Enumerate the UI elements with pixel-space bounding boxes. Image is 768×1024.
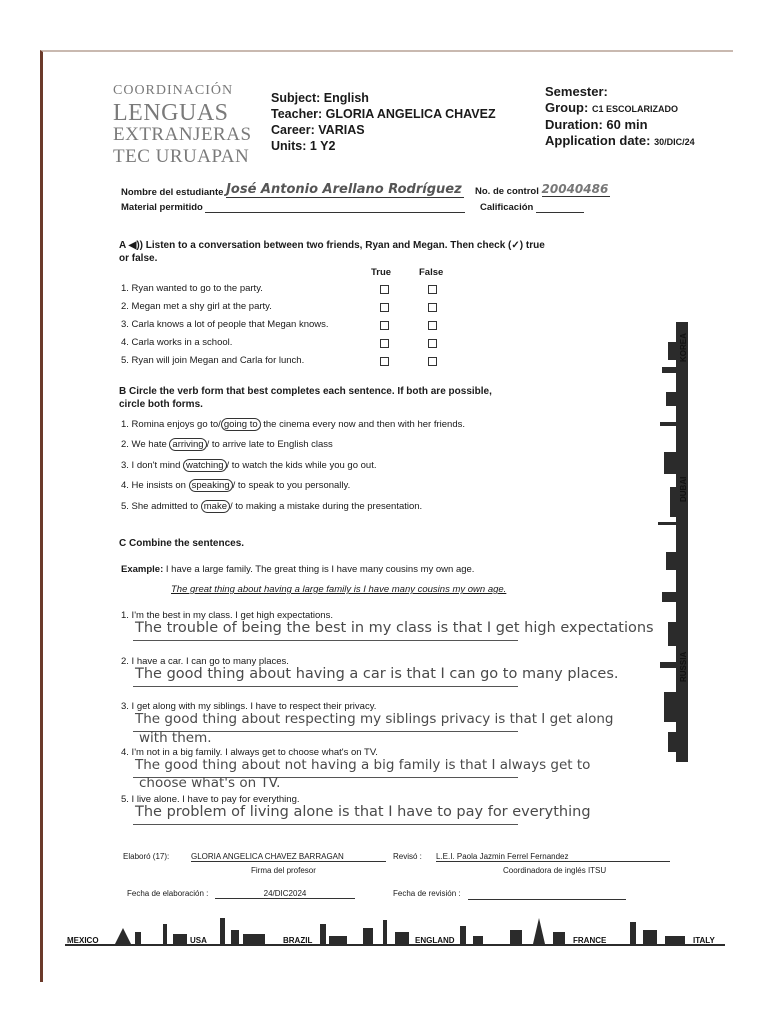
control-number-label: No. de control: [475, 186, 539, 197]
false-checkbox-5[interactable]: [428, 357, 437, 366]
units-label: Units:: [271, 139, 307, 153]
logo-line-4: TEC URUAPAN: [113, 146, 250, 167]
verb-item-1-post: the cinema every now and then with her friends.: [260, 419, 465, 430]
false-checkbox-2[interactable]: [428, 303, 437, 312]
skyline-ground: [65, 944, 725, 946]
date-value: 30/DIC/24: [654, 137, 695, 147]
verb-item-4-pre: 4. He insists on: [121, 480, 189, 491]
true-checkbox-5[interactable]: [380, 357, 389, 366]
verb-item-2-pre: 2. We hate: [121, 439, 170, 450]
group-label: Group:: [545, 100, 589, 115]
country-label-italy: ITALY: [693, 936, 715, 945]
date-made-value: 24/DIC2024: [215, 889, 355, 899]
country-label-russia: RUSSIA: [679, 651, 688, 682]
horizontal-skyline-graphic: [65, 910, 725, 950]
verb-item-5: [121, 501, 422, 513]
verb-item-4: [121, 480, 350, 492]
combine-item-1-prompt: 1. I'm the best in my class. I get high expectations.: [121, 610, 333, 621]
verb-item-2: [121, 439, 333, 451]
student-name-row: [121, 182, 464, 198]
made-by-role: Firma del profesor: [251, 866, 316, 875]
true-checkbox-4[interactable]: [380, 339, 389, 348]
true-header: True: [371, 267, 392, 278]
material-line[interactable]: [205, 202, 465, 213]
combine-item-5-line: [133, 824, 518, 825]
verb-item-3-pre: 3. I don't mind: [121, 460, 184, 471]
combine-item-2-line: [133, 686, 518, 687]
combine-item-4-answer-cont[interactable]: choose what's on TV.: [139, 775, 281, 791]
combine-item-5-answer[interactable]: The problem of living alone is that I have to pay for everything: [135, 804, 591, 820]
combine-item-2-answer[interactable]: The good thing about having a car is that I can go to many places.: [135, 666, 619, 682]
tf-item-2: 2. Megan met a shy girl at the party.: [121, 301, 272, 312]
grade-row: [480, 202, 584, 213]
date-review-line: [468, 899, 626, 900]
logo-line-1: COORDINACIÓN: [113, 83, 234, 98]
country-label-england: ENGLAND: [415, 936, 455, 945]
true-checkbox-3[interactable]: [380, 321, 389, 330]
subject-label: Subject:: [271, 91, 321, 105]
verb-item-2-circled[interactable]: arriving: [169, 438, 206, 451]
verb-item-3: [121, 460, 377, 472]
career-label: Career:: [271, 123, 315, 137]
verb-item-3-post: / to watch the kids while you go out.: [226, 460, 377, 471]
combine-item-1-line: [133, 640, 518, 641]
combine-item-4-prompt: 4. I'm not in a big family. I always get to choose what's on TV.: [121, 747, 378, 758]
verb-item-4-circled[interactable]: speaking: [189, 479, 233, 492]
example-row: [121, 564, 474, 576]
section-c-title: C Combine the sentences.: [119, 538, 245, 549]
vertical-skyline-graphic: [658, 322, 690, 762]
date-made-label: Fecha de elaboración :: [127, 889, 209, 898]
country-label-dubai: DUBAI: [679, 476, 688, 502]
verb-item-2-post: / to arrive late to English class: [206, 439, 333, 450]
true-checkbox-2[interactable]: [380, 303, 389, 312]
material-label: Material permitido: [121, 202, 203, 213]
institution-logo: [113, 80, 252, 168]
example-answer: The great thing about having a large family is I have many cousins my own age.: [171, 584, 507, 595]
country-label-korea: KOREA: [679, 333, 688, 362]
false-checkbox-4[interactable]: [428, 339, 437, 348]
student-name-label: Nombre del estudiante: [121, 187, 224, 198]
units-value: 1 Y2: [309, 139, 336, 153]
vertical-skyline-buildings: [658, 322, 688, 762]
made-by-name: GLORIA ANGELICA CHAVEZ BARRAGAN: [191, 852, 386, 862]
tf-item-5: 5. Ryan will join Megan and Carla for lunch.: [121, 355, 305, 366]
combine-item-1-answer[interactable]: The trouble of being the best in my class is that I get high expectations: [135, 620, 654, 636]
teacher-value: GLORIA ANGELICA CHAVEZ: [325, 107, 496, 121]
example-label: Example:: [121, 564, 164, 575]
grade-label: Calificación: [480, 202, 534, 213]
country-label-france: FRANCE: [573, 936, 607, 945]
country-label-mexico: MEXICO: [67, 936, 99, 945]
logo-line-3: EXTRANJERAS: [113, 124, 252, 145]
reviewed-by-name: L.E.I. Paola Jazmin Ferrel Fernandez: [436, 852, 670, 862]
section-b-title: B Circle the verb form that best completes each sentence. If both are possible, circle both forms.: [119, 386, 492, 410]
combine-item-2-prompt: 2. I have a car. I can go to many places.: [121, 656, 289, 667]
tf-item-3: 3. Carla knows a lot of people that Megan knows.: [121, 319, 329, 330]
control-number-row: [475, 182, 610, 197]
verb-item-5-circled[interactable]: make: [201, 500, 230, 513]
logo-line-2: LENGUAS: [113, 100, 229, 126]
example-text: I have a large family. The great thing is I have many cousins my own age.: [165, 564, 475, 575]
exam-sheet: [40, 50, 733, 982]
false-checkbox-3[interactable]: [428, 321, 437, 330]
false-header: False: [419, 267, 444, 278]
false-checkbox-1[interactable]: [428, 285, 437, 294]
reviewed-by-label: Revisó :: [393, 852, 422, 861]
date-review-label: Fecha de revisión :: [393, 889, 461, 898]
verb-item-1-circled[interactable]: going to: [221, 418, 261, 431]
career-value: VARIAS: [318, 123, 365, 137]
semester-label: Semester:: [545, 84, 608, 99]
student-name-value[interactable]: José Antonio Arellano Rodríguez: [226, 182, 464, 198]
true-checkbox-1[interactable]: [380, 285, 389, 294]
teacher-label: Teacher:: [271, 107, 323, 121]
verb-item-3-circled[interactable]: watching: [183, 459, 227, 472]
subject-value: English: [323, 91, 369, 105]
group-value: C1 ESCOLARIZADO: [591, 104, 678, 114]
reviewed-by-role: Coordinadora de inglés ITSU: [503, 866, 607, 875]
exam-header: [271, 90, 496, 154]
combine-item-3-answer[interactable]: The good thing about respecting my siblings privacy is that I get along: [135, 711, 614, 727]
section-a-title: A ◀)) Listen to a conversation between two friends, Ryan and Megan. Then check (✓) true or false.: [119, 240, 545, 264]
combine-item-3-answer-cont[interactable]: with them.: [139, 730, 212, 746]
tf-item-4: 4. Carla works in a school.: [121, 337, 233, 348]
date-label: Application date:: [545, 133, 651, 148]
verb-item-5-post: / to making a mistake during the presentation.: [229, 501, 423, 512]
grade-line[interactable]: [536, 202, 584, 213]
control-number-value[interactable]: 20040486: [541, 182, 609, 196]
country-label-brazil: BRAZIL: [283, 936, 313, 945]
verb-item-1-pre: 1. Romina enjoys go to/: [121, 419, 221, 430]
combine-item-5-prompt: 5. I live alone. I have to pay for everything.: [121, 794, 300, 805]
verb-item-5-pre: 5. She admitted to: [121, 501, 201, 512]
verb-item-1: [121, 419, 465, 431]
duration-value: 60 min: [606, 117, 648, 132]
combine-item-3-prompt: 3. I get along with my siblings. I have to respect their privacy.: [121, 701, 377, 712]
tf-item-1: 1. Ryan wanted to go to the party.: [121, 283, 263, 294]
combine-item-4-answer[interactable]: The good thing about not having a big family is that I always get to: [135, 757, 591, 773]
verb-item-4-post: / to speak to you personally.: [232, 480, 351, 491]
material-row: [121, 202, 465, 213]
duration-label: Duration:: [545, 117, 603, 132]
country-label-usa: USA: [190, 936, 207, 945]
exam-meta: [545, 84, 695, 150]
made-by-label: Elaboró (17):: [123, 852, 170, 861]
